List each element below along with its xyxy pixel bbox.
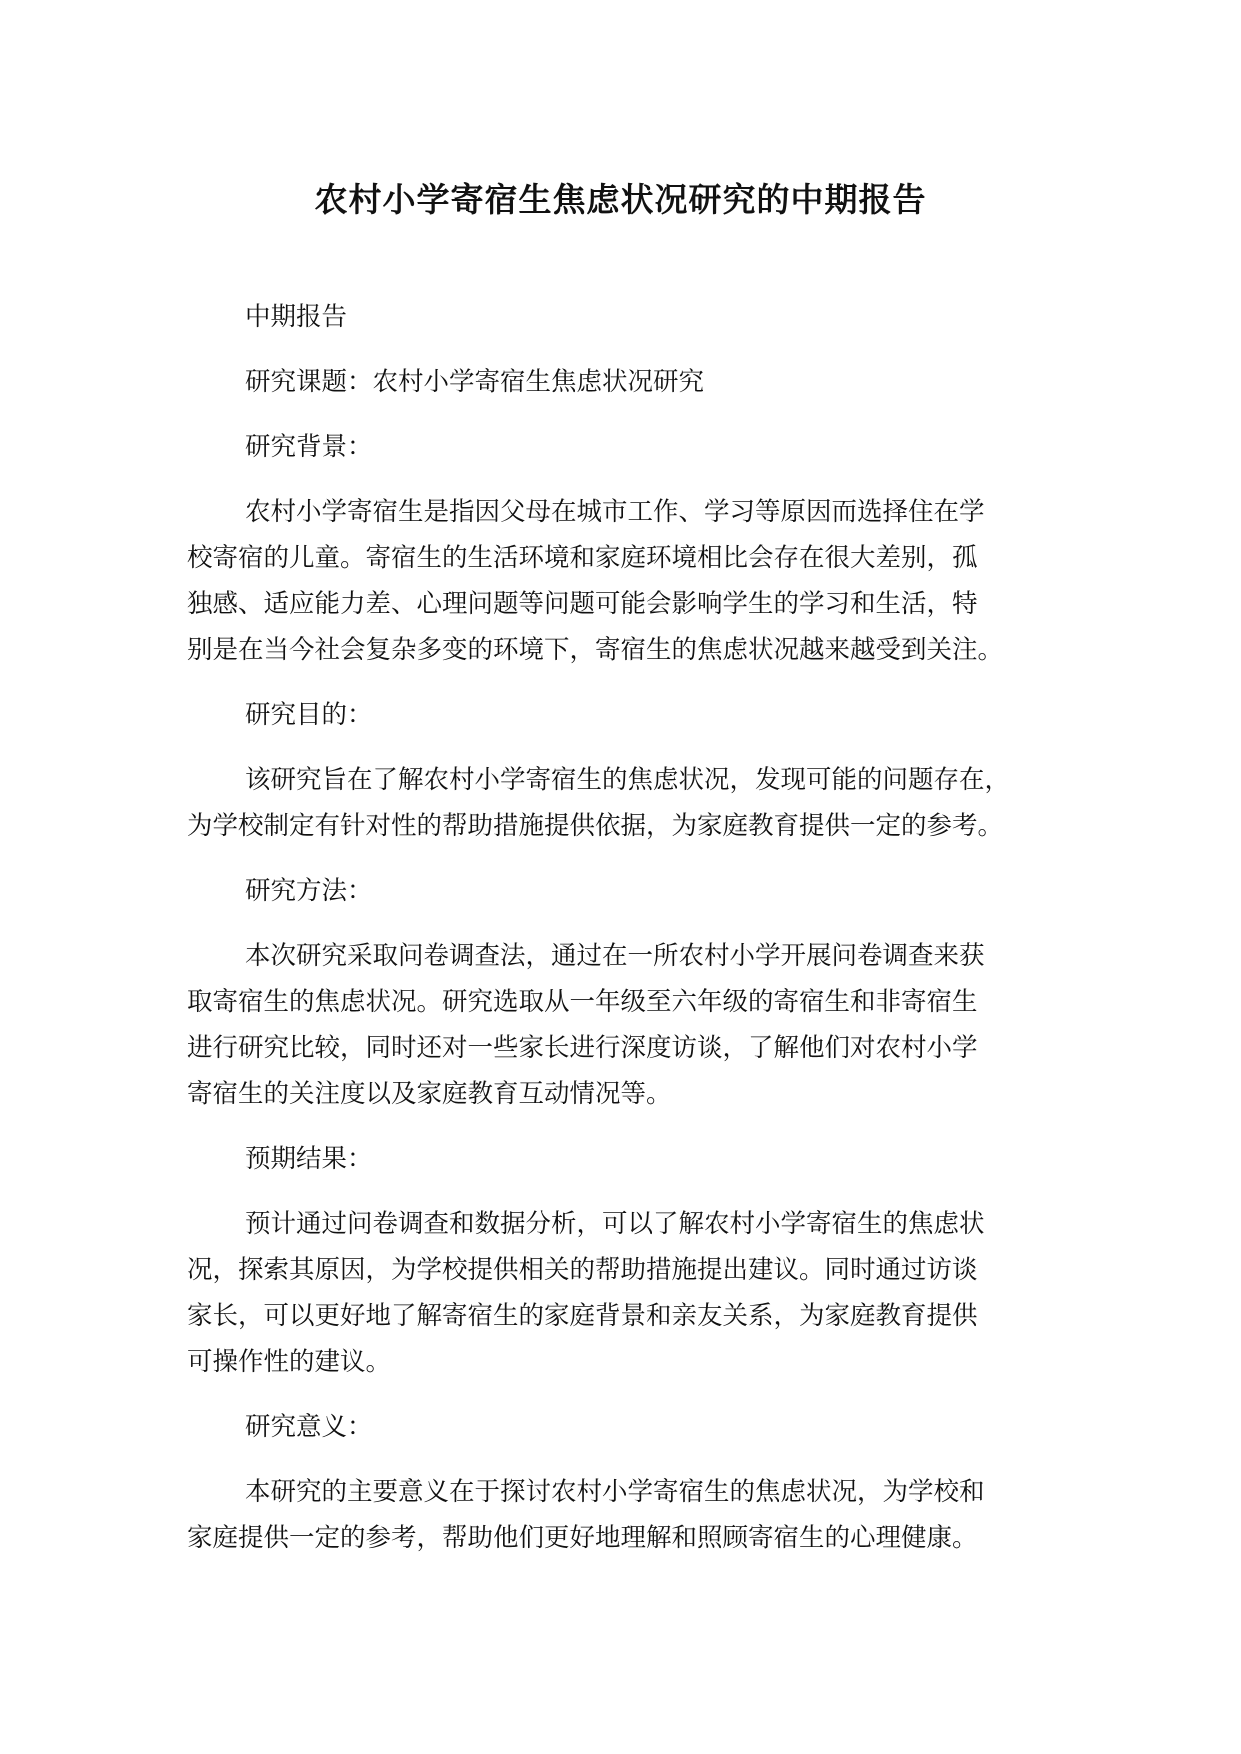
paragraph-line: 校寄宿的儿童。寄宿生的生活环境和家庭环境相比会存在很大差别，孤 [187,543,978,573]
document-body [187,294,1087,1580]
paragraph-line: 家庭提供一定的参考，帮助他们更好地理解和照顾寄宿生的心理健康。 [187,1523,978,1553]
section-heading [187,692,1087,738]
body-paragraph [187,489,1087,673]
paragraph-line: 独感、适应能力差、心理问题等问题可能会影响学生的学习和生活，特 [187,589,978,619]
body-paragraph [187,757,1087,849]
document-title: 农村小学寄宿生焦虑状况研究的中期报告 [314,180,927,219]
body-paragraph [187,933,1087,1117]
paragraph-line: 研究意义： [245,1412,373,1442]
paragraph-line: 况，探索其原因，为学校提供相关的帮助措施提出建议。同时通过访谈 [187,1255,978,1285]
paragraph-line: 取寄宿生的焦虑状况。研究选取从一年级至六年级的寄宿生和非寄宿生 [187,987,978,1017]
body-paragraph [187,1469,1087,1561]
paragraph-line: 研究背景： [245,432,373,462]
paragraph-line: 可操作性的建议。 [187,1347,392,1377]
section-heading [187,294,1087,340]
body-paragraph [187,1201,1087,1385]
section-heading [187,359,1087,405]
section-heading [187,868,1087,914]
paragraph-line: 农村小学寄宿生是指因父母在城市工作、学习等原因而选择住在学 [245,497,985,527]
paragraph-line: 家长，可以更好地了解寄宿生的家庭背景和亲友关系，为家庭教育提供 [187,1301,978,1331]
paragraph-line: 预计通过问卷调查和数据分析，可以了解农村小学寄宿生的焦虑状 [245,1209,985,1239]
paragraph-line: 进行研究比较，同时还对一些家长进行深度访谈，了解他们对农村小学 [187,1033,978,1063]
paragraph-line: 本次研究采取问卷调查法，通过在一所农村小学开展问卷调查来获 [245,941,985,971]
paragraph-line: 别是在当今社会复杂多变的环境下，寄宿生的焦虑状况越来越受到关注。 [187,635,1004,665]
paragraph-line: 寄宿生的关注度以及家庭教育互动情况等。 [187,1079,672,1109]
paragraph-line: 研究目的： [245,700,373,730]
paragraph-line: 本研究的主要意义在于探讨农村小学寄宿生的焦虑状况，为学校和 [245,1477,985,1507]
paragraph-line: 研究课题：农村小学寄宿生焦虑状况研究 [245,367,705,397]
paragraph-line: 该研究旨在了解农村小学寄宿生的焦虑状况，发现可能的问题存在， [245,765,1011,795]
paragraph-line: 中期报告 [245,302,348,332]
section-heading [187,424,1087,470]
paragraph-line: 研究方法： [245,876,373,906]
paragraph-line: 为学校制定有针对性的帮助措施提供依据，为家庭教育提供一定的参考。 [187,811,1004,841]
paragraph-line: 预期结果： [245,1144,373,1174]
section-heading [187,1404,1087,1450]
section-heading [187,1136,1087,1182]
